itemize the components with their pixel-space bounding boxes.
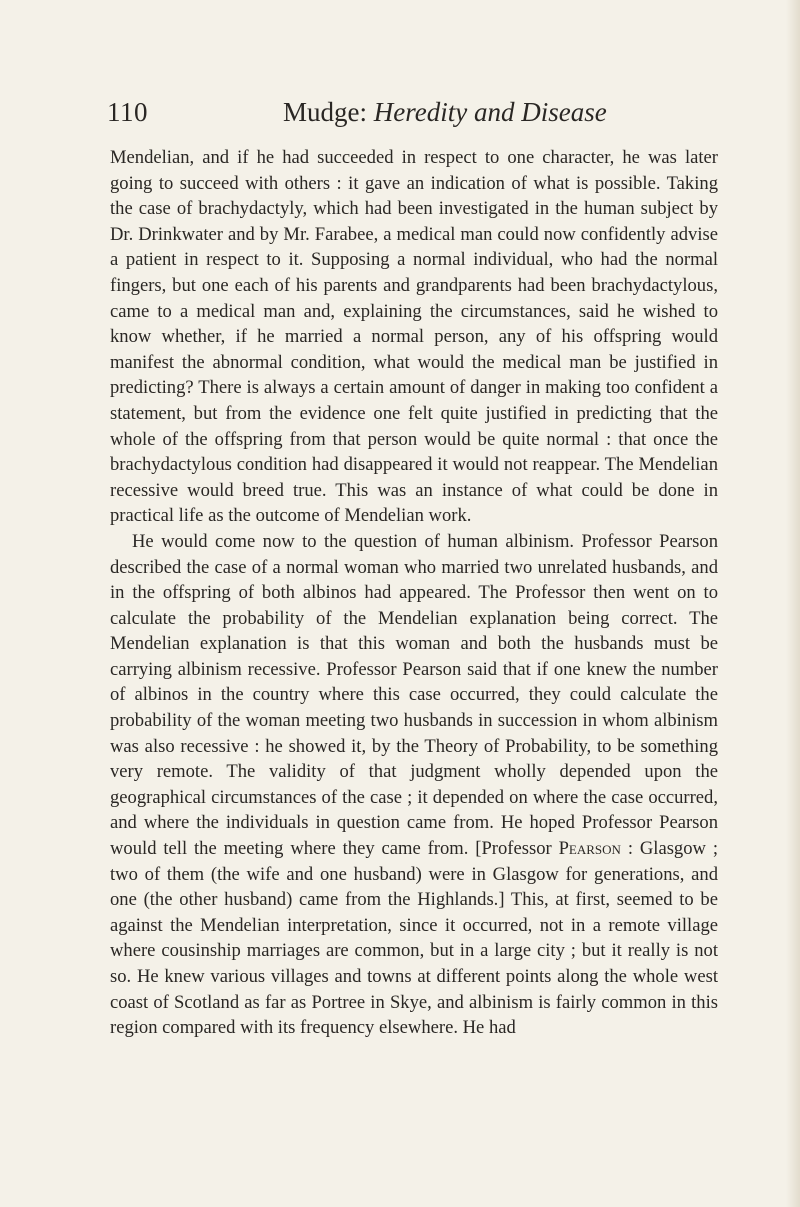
header-separator: : xyxy=(359,97,374,127)
paragraph-2 xyxy=(110,529,718,1041)
header-title-disease: Disease xyxy=(521,97,607,127)
speaker-name: Pearson xyxy=(558,838,621,860)
running-head xyxy=(107,96,707,136)
page-edge-shadow xyxy=(786,0,800,1207)
body-text xyxy=(110,145,718,1041)
paragraph-2-after: : Glasgow ; two of them (the wife and one husband) were in Glasgow for generations, and one (the other husband) came from the Highlands.] This, at first, seemed to be against the Mendelian interpretation, since it occurred, not in a remote village where cousinship marriages are common, but in a large city ; but it really is not so. He knew various villages and towns at different points along the whole west coast of Scotland as far as Portree in Skye, and albinism is fairly common in this region compared with its frequency elsewhere. He had xyxy=(110,838,718,1039)
header-title-and: and xyxy=(467,97,522,127)
header-author: Mudge xyxy=(283,97,360,127)
header-title-heredity: Heredity xyxy=(373,97,468,127)
page-number: 110 xyxy=(107,97,148,127)
running-title xyxy=(283,96,607,128)
paragraph-1: Mendelian, and if he had succeeded in respect to one character, he was later going to succeed with others : it gave an indication of what is possible. Taking the case of brachydactyly, which had been investigated in the human subject by Dr. Drinkwater and by Mr. Farabee, a medical man could now confidently advise a patient in respect to it. Supposing a normal individual, who had the normal fingers, but one each of his parents and grandparents had been brachydactylous, came to a medical man and, explaining the circumstances, said he wished to know whether, if he married a normal person, any of his offspring would manifest the abnormal condition, what would the medical man be justified in predicting? There is always a certain amount of danger in making too confident a statement, but from the evidence one felt quite justified in predicting that the whole of the offspring from that person would be quite normal : that once the brachydactylous condition had disappeared it would not reappear. The Mendelian recessive would breed true. This was an instance of what could be done in practical life as the outcome of Mendelian work. xyxy=(110,147,718,527)
paragraph-2-before: He would come now to the question of human albinism. Professor Pearson described the case of a normal woman who married two unrelated husbands, and in the offspring of both albinos had appeared. The Professor then went on to calculate the probability of the Mendelian explanation being correct. The Mendelian explanation is that this woman and both the husbands must be carrying albinism recessive. Professor Pearson said that if one knew the number of albinos in the country where this case occurred, they could calculate the probability of the woman meeting two husbands in succession in whom albinism was also recessive : he showed it, by the Theory of Probability, to be something very remote. The validity of that judgment wholly depended upon the geographical circumstances of the case ; it depended on where the case occurred, and where the individuals in question came from. He hoped Professor Pearson would tell the meeting where they came from. [Professor xyxy=(110,530,718,860)
